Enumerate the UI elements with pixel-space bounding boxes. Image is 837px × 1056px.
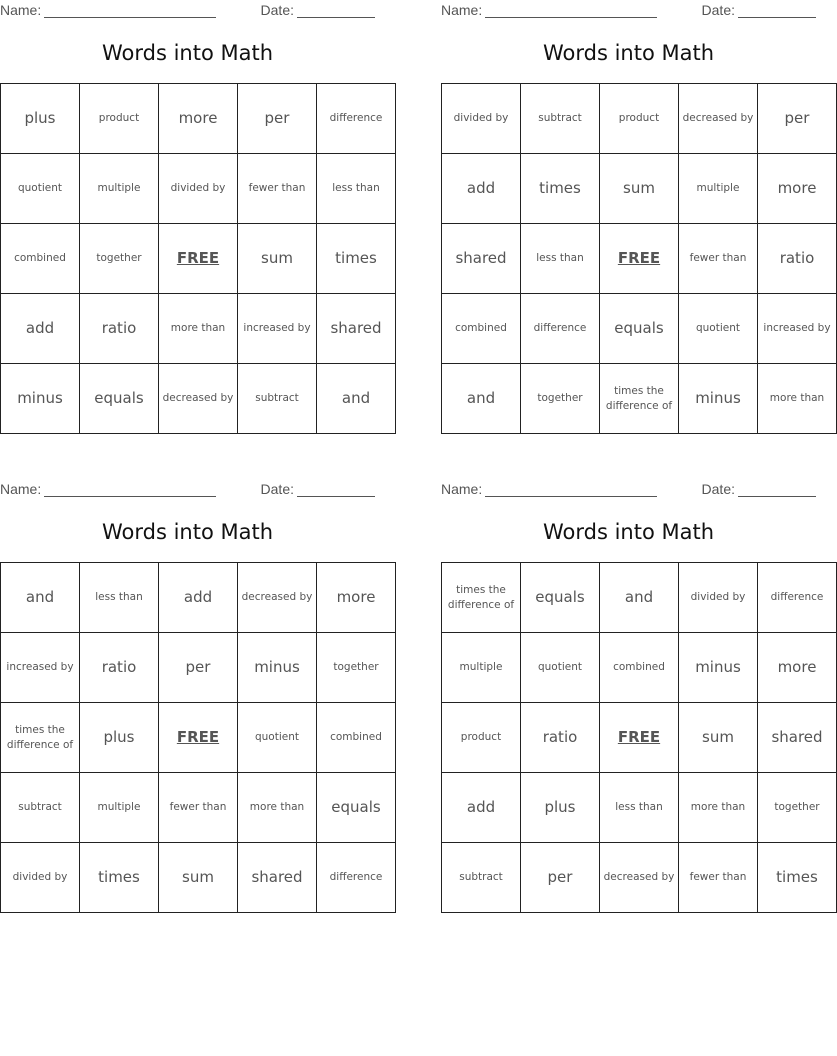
- grid-row: [442, 224, 837, 294]
- date-label: Date:: [260, 2, 294, 18]
- date-line: [738, 4, 816, 18]
- free-space-cell: FREE: [600, 224, 679, 294]
- name-field: [0, 481, 216, 497]
- grid-cell: subtract: [238, 364, 317, 434]
- date-line: [297, 4, 375, 18]
- grid-cell: more than: [679, 773, 758, 843]
- grid-cell: multiple: [442, 633, 521, 703]
- grid-cell: together: [521, 364, 600, 434]
- name-label: Name:: [0, 2, 42, 18]
- grid-cell: difference: [317, 843, 396, 913]
- grid-row: [1, 294, 396, 364]
- grid-cell: add: [159, 563, 238, 633]
- grid-row: [1, 154, 396, 224]
- grid-cell: more than: [238, 773, 317, 843]
- grid-cell: divided by: [1, 843, 80, 913]
- grid-cell: increased by: [1, 633, 80, 703]
- grid-cell: increased by: [238, 294, 317, 364]
- grid-cell: and: [442, 364, 521, 434]
- grid-cell: quotient: [1, 154, 80, 224]
- grid-cell: quotient: [238, 703, 317, 773]
- grid-cell: and: [317, 364, 396, 434]
- date-field: [261, 2, 375, 18]
- grid-cell: more: [159, 84, 238, 154]
- grid-row: [442, 703, 837, 773]
- grid-cell: equals: [317, 773, 396, 843]
- grid-cell: more: [758, 154, 837, 224]
- grid-cell: quotient: [679, 294, 758, 364]
- grid-cell: fewer than: [159, 773, 238, 843]
- grid-cell: combined: [317, 703, 396, 773]
- card-header: [0, 2, 375, 20]
- grid-cell: sum: [600, 154, 679, 224]
- grid-cell: plus: [1, 84, 80, 154]
- grid-cell: multiple: [80, 154, 159, 224]
- grid-cell: more than: [159, 294, 238, 364]
- grid-cell: less than: [317, 154, 396, 224]
- grid-cell: more: [758, 633, 837, 703]
- grid-cell: times the difference of: [442, 563, 521, 633]
- bingo-card-1: [0, 0, 383, 435]
- name-label: Name:: [0, 481, 42, 497]
- grid-cell: equals: [600, 294, 679, 364]
- grid-row: [442, 773, 837, 843]
- grid-cell: product: [600, 84, 679, 154]
- card-title: Words into Math: [101, 520, 274, 544]
- grid-cell: shared: [238, 843, 317, 913]
- grid-cell: more: [317, 563, 396, 633]
- grid-cell: decreased by: [679, 84, 758, 154]
- grid-cell: per: [159, 633, 238, 703]
- grid-cell: shared: [442, 224, 521, 294]
- grid-row: [442, 843, 837, 913]
- grid-cell: combined: [1, 224, 80, 294]
- grid-cell: and: [600, 563, 679, 633]
- grid-cell: add: [442, 154, 521, 224]
- card-title: Words into Math: [542, 41, 715, 65]
- grid-cell: times: [758, 843, 837, 913]
- grid-cell: less than: [600, 773, 679, 843]
- grid-row: [1, 364, 396, 434]
- grid-cell: minus: [679, 633, 758, 703]
- bingo-card-2: [441, 0, 831, 435]
- grid-row: [1, 773, 396, 843]
- grid-cell: difference: [521, 294, 600, 364]
- name-field: [441, 2, 657, 18]
- grid-row: [442, 633, 837, 703]
- grid-row: [442, 563, 837, 633]
- grid-cell: and: [1, 563, 80, 633]
- grid-cell: subtract: [521, 84, 600, 154]
- grid-cell: times: [80, 843, 159, 913]
- grid-cell: shared: [758, 703, 837, 773]
- grid-row: [442, 84, 837, 154]
- card-header: [441, 481, 816, 499]
- grid-cell: ratio: [521, 703, 600, 773]
- grid-cell: sum: [238, 224, 317, 294]
- free-space-cell: FREE: [159, 703, 238, 773]
- grid-cell: per: [238, 84, 317, 154]
- date-label: Date:: [701, 2, 735, 18]
- bingo-grid: [0, 83, 396, 434]
- grid-cell: together: [317, 633, 396, 703]
- date-line: [297, 483, 375, 497]
- grid-cell: minus: [1, 364, 80, 434]
- grid-cell: fewer than: [679, 843, 758, 913]
- grid-cell: fewer than: [679, 224, 758, 294]
- grid-cell: ratio: [758, 224, 837, 294]
- grid-cell: combined: [442, 294, 521, 364]
- grid-cell: together: [80, 224, 159, 294]
- grid-cell: add: [442, 773, 521, 843]
- grid-cell: ratio: [80, 633, 159, 703]
- grid-cell: times the difference of: [600, 364, 679, 434]
- bingo-card-4: [441, 479, 824, 914]
- free-space-cell: FREE: [600, 703, 679, 773]
- bingo-grid: [0, 562, 396, 913]
- date-label: Date:: [260, 481, 294, 497]
- grid-cell: equals: [521, 563, 600, 633]
- grid-cell: per: [521, 843, 600, 913]
- card-header: [0, 481, 375, 499]
- grid-cell: less than: [521, 224, 600, 294]
- name-line: [44, 483, 216, 497]
- grid-cell: product: [80, 84, 159, 154]
- grid-cell: sum: [159, 843, 238, 913]
- grid-cell: fewer than: [238, 154, 317, 224]
- grid-cell: more than: [758, 364, 837, 434]
- grid-cell: together: [758, 773, 837, 843]
- bingo-grid: [441, 83, 837, 434]
- bingo-grid: [441, 562, 837, 913]
- grid-cell: divided by: [159, 154, 238, 224]
- name-field: [0, 2, 216, 18]
- grid-cell: multiple: [679, 154, 758, 224]
- grid-cell: difference: [758, 563, 837, 633]
- grid-cell: divided by: [442, 84, 521, 154]
- grid-row: [1, 633, 396, 703]
- grid-cell: difference: [317, 84, 396, 154]
- grid-cell: plus: [521, 773, 600, 843]
- grid-cell: decreased by: [600, 843, 679, 913]
- free-space-cell: FREE: [159, 224, 238, 294]
- grid-cell: ratio: [80, 294, 159, 364]
- grid-row: [1, 84, 396, 154]
- card-header: [441, 2, 816, 20]
- grid-cell: multiple: [80, 773, 159, 843]
- name-line: [485, 483, 657, 497]
- grid-cell: divided by: [679, 563, 758, 633]
- name-label: Name:: [441, 481, 483, 497]
- grid-cell: subtract: [442, 843, 521, 913]
- grid-row: [1, 703, 396, 773]
- grid-row: [442, 364, 837, 434]
- name-line: [44, 4, 216, 18]
- name-label: Name:: [441, 2, 483, 18]
- bingo-card-3: [0, 479, 383, 914]
- grid-cell: decreased by: [159, 364, 238, 434]
- grid-cell: quotient: [521, 633, 600, 703]
- name-line: [485, 4, 657, 18]
- date-field: [702, 2, 816, 18]
- date-line: [738, 483, 816, 497]
- grid-cell: minus: [238, 633, 317, 703]
- grid-cell: plus: [80, 703, 159, 773]
- grid-row: [442, 154, 837, 224]
- grid-cell: subtract: [1, 773, 80, 843]
- name-field: [441, 481, 657, 497]
- grid-cell: minus: [679, 364, 758, 434]
- grid-cell: equals: [80, 364, 159, 434]
- grid-cell: times: [521, 154, 600, 224]
- grid-cell: per: [758, 84, 837, 154]
- grid-cell: times the difference of: [1, 703, 80, 773]
- grid-cell: increased by: [758, 294, 837, 364]
- grid-cell: less than: [80, 563, 159, 633]
- grid-cell: product: [442, 703, 521, 773]
- grid-cell: decreased by: [238, 563, 317, 633]
- grid-cell: times: [317, 224, 396, 294]
- grid-row: [1, 563, 396, 633]
- card-title: Words into Math: [101, 41, 274, 65]
- card-title: Words into Math: [542, 520, 715, 544]
- grid-cell: sum: [679, 703, 758, 773]
- grid-cell: shared: [317, 294, 396, 364]
- grid-row: [1, 224, 396, 294]
- date-field: [702, 481, 816, 497]
- date-label: Date:: [701, 481, 735, 497]
- grid-cell: combined: [600, 633, 679, 703]
- grid-row: [1, 843, 396, 913]
- grid-cell: add: [1, 294, 80, 364]
- grid-row: [442, 294, 837, 364]
- date-field: [261, 481, 375, 497]
